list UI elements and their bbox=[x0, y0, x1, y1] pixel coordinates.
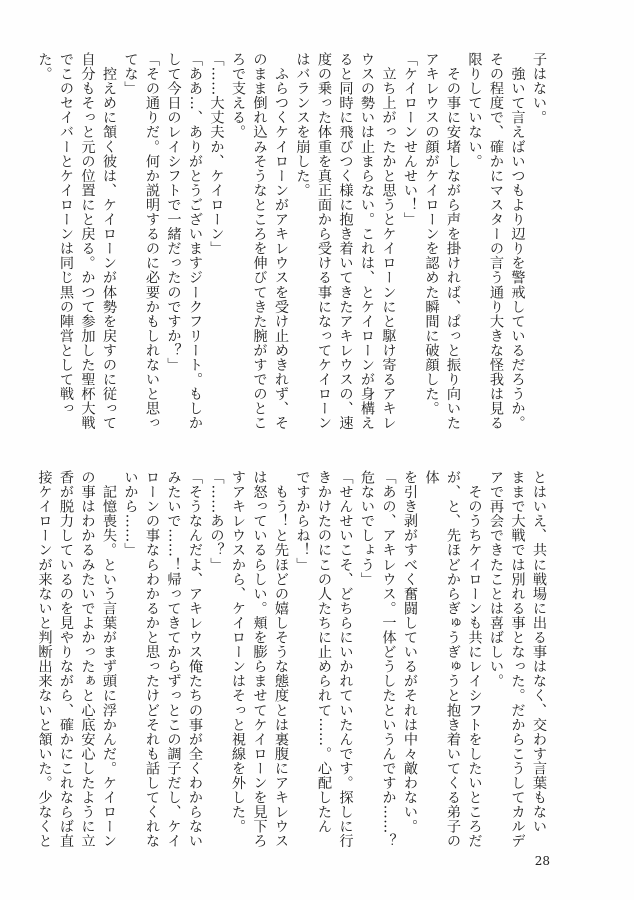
text-line: きかけたのにこの人たちに止められて……。心配したん bbox=[316, 470, 332, 834]
text-line: ろで支える。 bbox=[230, 52, 246, 140]
text-line: 「そうなんだよ、アキレウス俺たちの事が全くわからない bbox=[187, 470, 203, 849]
text-line: 強いて言えばいつもより辺りを警戒しているだろうか。 bbox=[509, 52, 526, 431]
text-line: ローンの事ならわかるかと思ったけどそれも話してくれな bbox=[144, 470, 160, 849]
text-line: はバランスを崩した。 bbox=[294, 52, 311, 198]
text-line: 立ち上がったかと思うとケイローンにと駆け寄るアキレ bbox=[380, 52, 397, 431]
text-line: 「あの、アキレウス。一体どうしたというんですか……？ bbox=[380, 470, 397, 849]
text-line: して今日のレイシフトで一緒だったのですか？」 bbox=[165, 52, 182, 373]
text-line: その程度で、確かにマスターの言う通り大きな怪我は見る bbox=[488, 52, 504, 431]
text-line: 「せんせいこそ、どちらにいかれていたんです。探しに行 bbox=[337, 470, 354, 849]
text-line: は怒っているらしい。頬を膨らませてケイローンを見下ろ bbox=[251, 470, 268, 849]
text-line: のまま倒れ込みそうなところを伸びてきた腕がすでのとこ bbox=[251, 52, 268, 431]
text-line: の事はわかるみたいでよかったぁと心底安心したように立 bbox=[79, 470, 96, 849]
text-line: ウスの勢いは止まらない。これは、とケイローンが身構え bbox=[359, 52, 375, 431]
upper-text-block bbox=[36, 52, 549, 433]
text-line: てな」 bbox=[122, 52, 139, 96]
page-number: 28 bbox=[534, 854, 550, 868]
text-line: 香が脱力しているのを見やりながら、確かにこれならば直 bbox=[58, 470, 74, 849]
text-line: いから……」 bbox=[122, 470, 139, 558]
text-line: が、と、先ほどからぎゅうぎゅうと抱き着いてくる弟子の体 bbox=[423, 470, 461, 849]
text-line: 「ああ…、ありがとうございますジークフリート。もしか bbox=[187, 52, 203, 431]
text-line: もう！と先ほどの嬉しそうな態度とは裏腹にアキレウス bbox=[273, 470, 289, 849]
text-line: 危ないでしょう」 bbox=[359, 470, 375, 587]
text-line: ままで大戦では別れる事となった。だからこうしてカルデ bbox=[509, 470, 526, 849]
text-line: すアキレウスから、ケイローンはそっと視線を外した。 bbox=[230, 470, 246, 834]
text-line: アキレウスの顔がケイローンを認めた瞬間に破顔した。 bbox=[423, 52, 440, 416]
text-line: 限りしていない。 bbox=[466, 52, 483, 169]
text-line: 「……あの？」 bbox=[208, 470, 225, 572]
lower-text-block bbox=[36, 470, 549, 851]
text-line: 自分もそっと元の位置にと戻る。かつて参加した聖杯大戦 bbox=[79, 52, 96, 431]
text-line: とはいえ、共に戦場に出る事はなく、交わす言葉もない bbox=[531, 470, 547, 834]
text-line: 控えめに頷く彼は、ケイローンが体勢を戻すのに従って bbox=[101, 52, 117, 431]
text-line: ふらつくケイローンがアキレウスを受け止めきれず、そ bbox=[273, 52, 289, 431]
text-line: そのうちケイローンも共にレイシフトをしたいところだ bbox=[466, 470, 483, 849]
text-line: 子はない。 bbox=[531, 52, 547, 125]
text-line: 「……大丈夫か、ケイローン」 bbox=[208, 52, 225, 256]
text-line: でこのセイバーとケイローンは同じ黒の陣営として戦った。 bbox=[36, 52, 74, 416]
text-line: ると同時に飛びつく様に抱き着いてきたアキレウスの、速 bbox=[337, 52, 354, 431]
text-line: その事に安堵しながら声を掛ければ、ぱっと振り向いた bbox=[445, 52, 461, 431]
text-line: を引き剥がすべく奮闘しているがそれは中々敵わない。 bbox=[402, 470, 418, 834]
text-line: 「その通りだ。何か説明するのに必要かもしれないと思っ bbox=[144, 52, 160, 431]
text-line: 接ケイローンが来ないと判断出来ないと頷いた。少なくと bbox=[36, 470, 53, 849]
text-line: ですからね！」 bbox=[294, 470, 311, 572]
text-line: アで再会できたことは喜ばしい。 bbox=[488, 470, 504, 689]
text-line: みたいで……！帰ってきてからずっとこの調子だし、ケイ bbox=[165, 470, 182, 849]
text-line: 「ケイローンせんせい！」 bbox=[402, 52, 418, 227]
text-line: 度の乗った体重を真正面から受ける事になってケイローン bbox=[316, 52, 332, 431]
text-line: 記憶喪失。という言葉がまず頭に浮かんだ。ケイローン bbox=[101, 470, 117, 849]
